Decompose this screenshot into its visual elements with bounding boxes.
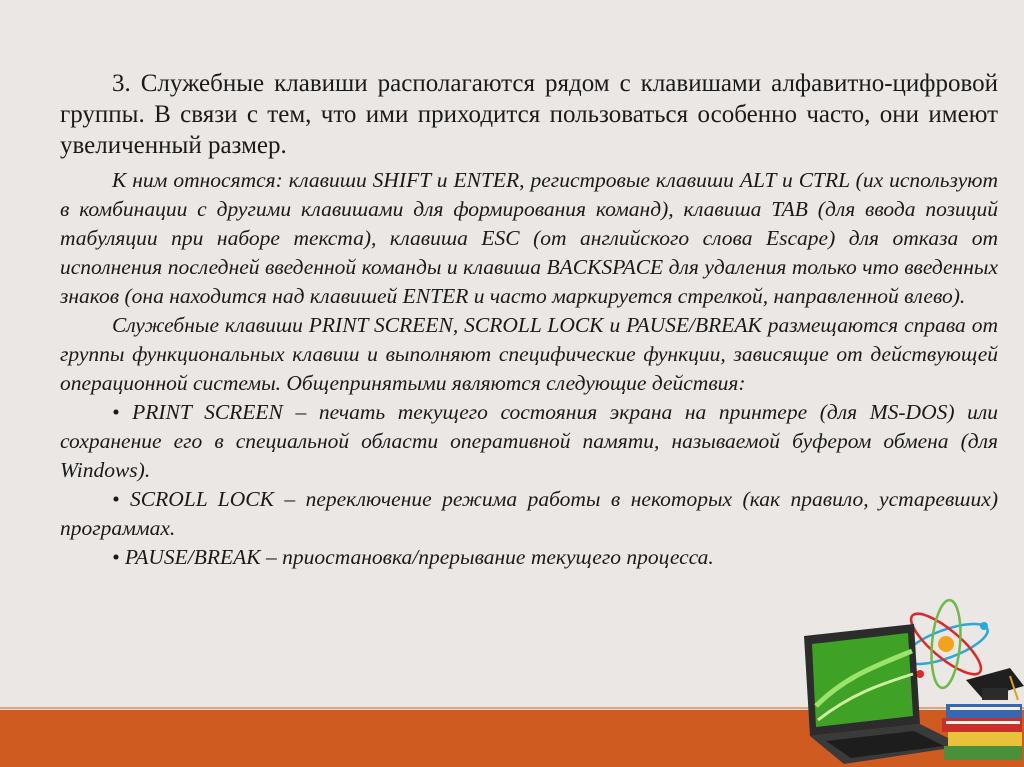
paragraph-service-keys: 3. Служебные клавиши располагаются рядом с клавишами алфавитно-цифровой группы. В связи с тем, что ими приходится пользоваться особенно часто, они имеют увеличенный размер.	[60, 70, 998, 159]
bullet-pause-break: • PAUSE/BREAK – приостановка/прерывание текущего процесса.	[112, 545, 714, 569]
books-icon	[942, 704, 1022, 760]
paragraph-keys-list: К ним относятся: клавиши SHIFT и ENTER, регистровые клавиши ALT и CTRL (их используют в комбинации с другими клавишами для формирования команд), клавиша TAB (для ввода позиций табуляции при наборе текста), клавиша ESC (от английского слова Escape) для отказа от исполнения последней введенной команды и клавиша BACKSPACE для удаления только что введенных знаков (она находится над клавишей ENTER и часто маркируется стрелкой, направленной влево).	[60, 168, 998, 308]
clipart-decoration	[796, 596, 1024, 767]
bullet-scroll-lock: • SCROLL LOCK – переключение режима работы в некоторых (как правило, устаревших) программах.	[60, 487, 998, 540]
slide-body	[60, 68, 998, 572]
graduation-cap-icon	[966, 668, 1024, 700]
bullet-print-screen: • PRINT SCREEN – печать текущего состояния экрана на принтере (для MS-DOS) или сохранение его в специальной области оперативной памяти, называемой буфером обмена (для Windows).	[60, 400, 998, 482]
paragraph-special-keys: Служебные клавиши PRINT SCREEN, SCROLL LOCK и PAUSE/BREAK размещаются справа от группы функциональных клавиш и выполняют специфические функции, зависящие от действующей операционной системы. Общепринятыми являются следующие действия:	[60, 313, 998, 395]
